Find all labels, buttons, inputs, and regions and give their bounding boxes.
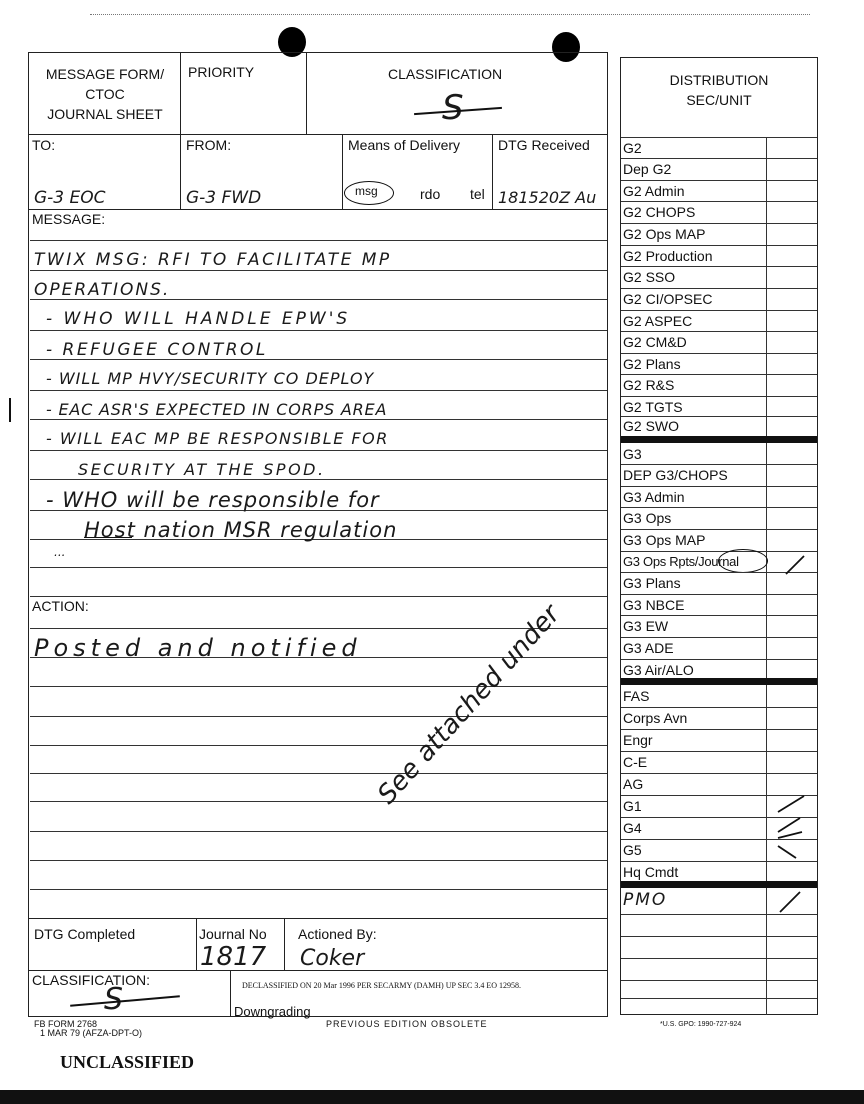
dist-row xyxy=(621,374,817,396)
to-label: TO: xyxy=(32,137,56,153)
dist-label: G3 NBCE xyxy=(623,597,685,613)
header-vline-1 xyxy=(180,52,181,134)
dist-label: Corps Avn xyxy=(623,710,688,726)
gpo-number: *U.S. GPO: 1990-727-924 xyxy=(660,1021,742,1028)
dist-label: G2 Production xyxy=(623,248,713,264)
ruled-line xyxy=(30,419,607,420)
dist-row xyxy=(621,331,817,353)
ruled-line xyxy=(30,270,607,271)
dist-label: Engr xyxy=(623,732,653,748)
dist-label: DEP G3/CHOPS xyxy=(623,467,728,483)
dist-row xyxy=(621,958,817,980)
dist-label: G2 CM&D xyxy=(623,334,687,350)
message-line: - EAC ASR'S EXPECTED IN CORPS AREA xyxy=(46,400,388,419)
dtg-completed-label: DTG Completed xyxy=(34,926,136,942)
ruled-line xyxy=(30,330,607,331)
declassified-text: DECLASSIFIED ON 20 Mar 1996 PER SECARMY (DAMH) UP SEC 3.4 EO 12958. xyxy=(242,981,521,990)
message-line: TWIX MSG: RFI TO FACILITATE MP xyxy=(34,250,392,270)
to-value: G-3 EOC xyxy=(34,188,106,208)
ruled-line xyxy=(30,801,607,802)
journal-circle xyxy=(718,549,768,573)
ruled-line xyxy=(30,686,607,687)
dist-label: G3 Ops xyxy=(623,510,672,526)
dist-row xyxy=(621,396,817,418)
footer-classification-value: S xyxy=(104,982,124,1017)
routing-divider xyxy=(28,209,608,210)
check-mark-g5 xyxy=(778,846,796,858)
message-label: MESSAGE: xyxy=(32,211,106,227)
form-title-line-2: CTOC xyxy=(85,86,125,102)
dist-label: G5 xyxy=(623,842,642,858)
dist-row xyxy=(621,180,817,202)
dist-row xyxy=(621,310,817,332)
dist-label: G3 Ops Rpts/Journal xyxy=(623,554,739,569)
dtg-received-label: DTG Received xyxy=(498,137,590,153)
journal-no-label: Journal No xyxy=(199,926,267,942)
actioned-by-label: Actioned By: xyxy=(298,926,377,942)
dist-row xyxy=(621,223,817,245)
from-label: FROM: xyxy=(186,137,232,153)
ruled-line xyxy=(30,390,607,391)
downgrading-label: Downgrading xyxy=(234,1004,311,1019)
message-line: ... xyxy=(54,545,66,559)
dist-label: G2 Plans xyxy=(623,356,681,372)
dtg-received-value: 181520Z Au xyxy=(498,188,597,207)
dist-row xyxy=(621,201,817,223)
dist-label: G2 SWO xyxy=(623,418,680,434)
dist-label: Dep G2 xyxy=(623,161,672,177)
ruled-line xyxy=(30,745,607,746)
message-line: - WILL EAC MP BE RESPONSIBLE FOR xyxy=(46,429,389,448)
header-vline-2 xyxy=(306,52,307,134)
ruled-line xyxy=(30,831,607,832)
dist-label: G1 xyxy=(623,798,642,814)
message-line: Host nation MSR regulation xyxy=(84,518,398,542)
dist-row xyxy=(621,353,817,375)
dist-label: G3 ADE xyxy=(623,640,674,656)
dist-label: C-E xyxy=(623,754,648,770)
dist-label: G4 xyxy=(623,820,642,836)
actioned-by-value: Coker xyxy=(300,946,365,971)
means-rdo: rdo xyxy=(420,186,441,202)
dist-row xyxy=(621,137,817,159)
dist-row xyxy=(621,998,817,1020)
dist-row xyxy=(621,486,817,508)
dist-row xyxy=(621,158,817,180)
dist-label: G2 Ops MAP xyxy=(623,226,706,242)
routing-vline-1 xyxy=(180,134,181,209)
dist-label: G3 Air/ALO xyxy=(623,662,694,678)
footer-vline-2 xyxy=(284,918,285,970)
means-of-delivery-label: Means of Delivery xyxy=(348,137,461,153)
dist-label: G2 SSO xyxy=(623,269,676,285)
footer-classification-label: CLASSIFICATION: xyxy=(32,972,150,988)
dist-row xyxy=(621,507,817,529)
routing-vline-3 xyxy=(492,134,493,209)
check-marks xyxy=(766,540,826,920)
dist-row xyxy=(621,245,817,267)
means-tel: tel xyxy=(470,186,485,202)
ruled-line xyxy=(30,889,607,890)
ruled-line xyxy=(30,450,607,451)
form-title-line-1: MESSAGE FORM/ xyxy=(45,66,165,82)
dist-label: G3 Ops MAP xyxy=(623,532,706,548)
dist-section-divider xyxy=(621,436,817,443)
previous-edition: PREVIOUS EDITION OBSOLETE xyxy=(326,1019,488,1029)
message-line: - WHO WILL HANDLE EPW'S xyxy=(46,309,351,329)
classification-label: CLASSIFICATION xyxy=(388,66,503,82)
ruled-line xyxy=(30,773,607,774)
scan-noise-top xyxy=(90,14,810,15)
action-note: See attached under xyxy=(372,599,567,811)
ruled-line xyxy=(30,240,607,241)
footer-vline-1 xyxy=(196,918,197,970)
dist-label: G3 EW xyxy=(623,618,669,634)
priority-label: PRIORITY xyxy=(188,64,255,80)
dist-row xyxy=(621,464,817,486)
dist-row xyxy=(621,288,817,310)
dist-label: G3 Admin xyxy=(623,489,685,505)
dist-label: AG xyxy=(623,776,644,792)
ruled-line xyxy=(30,860,607,861)
message-line: SECURITY AT THE SPOD. xyxy=(78,460,326,479)
dist-label-handwritten: PMO xyxy=(623,890,668,910)
form-title-line-3: JOURNAL SHEET xyxy=(47,106,163,122)
dist-label: Hq Cmdt xyxy=(623,864,679,880)
dist-label: FAS xyxy=(623,688,650,704)
dist-label: G2 Admin xyxy=(623,183,685,199)
dist-label: G2 TGTS xyxy=(623,399,683,415)
routing-vline-2 xyxy=(342,134,343,209)
distribution-title-line-2: SEC/UNIT xyxy=(686,92,752,108)
message-line: - WHO will be responsible for xyxy=(46,488,380,512)
dist-row xyxy=(621,266,817,288)
action-label: ACTION: xyxy=(32,598,89,614)
distribution-title xyxy=(621,70,817,110)
check-mark-pmo xyxy=(780,892,800,912)
dist-label: G2 xyxy=(623,140,642,156)
dist-label: G2 ASPEC xyxy=(623,313,693,329)
dist-label: G3 Plans xyxy=(623,575,681,591)
form-date: 1 MAR 79 (AFZA-DPT-O) xyxy=(40,1028,143,1038)
dist-row xyxy=(621,416,817,438)
footer-divider xyxy=(28,918,608,919)
footer-vline-3 xyxy=(230,970,231,1017)
ruled-line xyxy=(30,567,607,568)
journal-no-value: 1817 xyxy=(200,942,267,972)
distribution-title-line-1: DISTRIBUTION xyxy=(669,72,769,88)
footer-divider-2 xyxy=(28,970,608,971)
check-mark-g4 xyxy=(778,818,802,838)
header-divider xyxy=(28,134,608,135)
means-msg: msg xyxy=(355,184,378,198)
dist-label: G2 CHOPS xyxy=(623,204,696,220)
check-mark-journal xyxy=(786,556,804,574)
dist-label: G2 CI/OPSEC xyxy=(623,291,713,307)
dist-row xyxy=(621,936,817,958)
ruled-line xyxy=(30,479,607,480)
message-line: - REFUGEE CONTROL xyxy=(46,340,268,360)
host-nation-strike xyxy=(84,537,132,538)
message-line: OPERATIONS. xyxy=(34,280,171,300)
dist-label: G2 R&S xyxy=(623,377,675,393)
classification-value: S xyxy=(442,88,464,128)
dist-label: G3 xyxy=(623,446,642,462)
scan-edge-bottom xyxy=(0,1090,864,1104)
form-number: FB FORM 2768 xyxy=(34,1019,98,1029)
unclassified-marking: UNCLASSIFIED xyxy=(60,1052,195,1072)
dist-row xyxy=(621,443,817,465)
message-line: - WILL MP HVY/SECURITY CO DEPLOY xyxy=(46,369,375,388)
action-line: Posted and notified xyxy=(34,634,362,662)
form-title xyxy=(30,64,180,124)
margin-mark xyxy=(9,398,11,422)
ruled-line xyxy=(30,596,607,597)
check-mark-g1 xyxy=(778,796,804,812)
from-value: G-3 FWD xyxy=(186,188,262,208)
ruled-line xyxy=(30,716,607,717)
